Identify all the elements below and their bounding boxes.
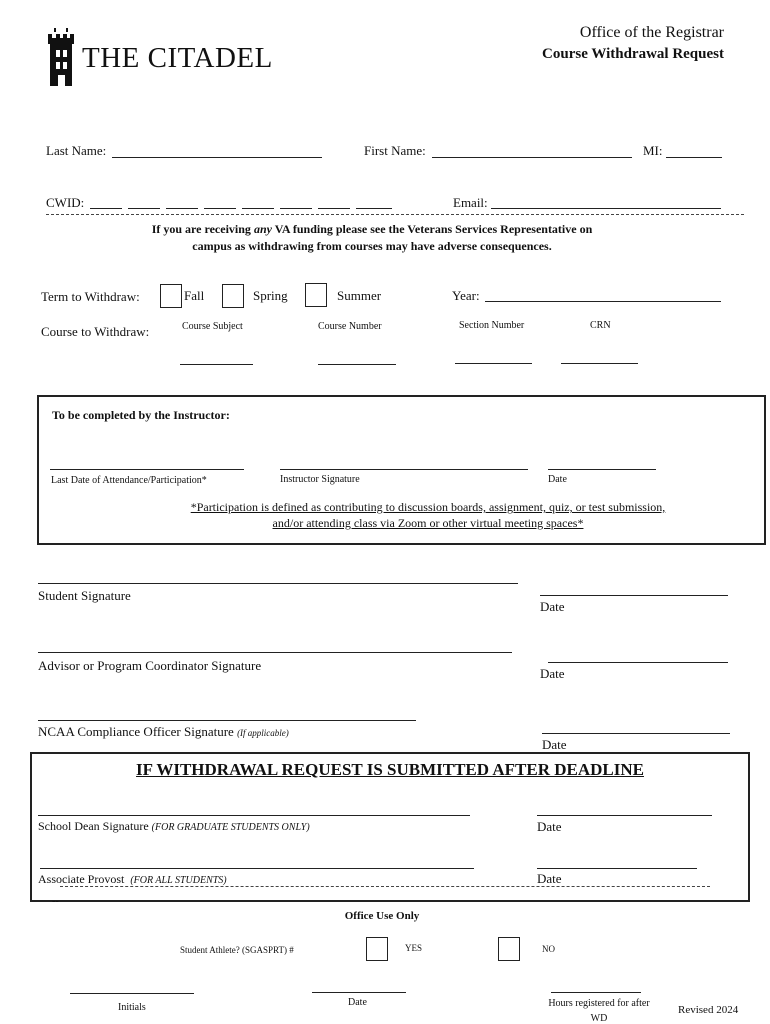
hours-registered-label-line2: WD [590,1013,608,1024]
office-name: Office of the Registrar [579,24,724,41]
va-notice-emphasis: any [253,222,272,236]
after-deadline-heading: IF WITHDRAWAL REQUEST IS SUBMITTED AFTER DEADLINE [136,760,644,779]
dean-date-label: Date [537,819,562,834]
separator-dashed-bottom [60,886,710,887]
separator-dashed [46,214,744,215]
advisor-signature-field[interactable] [38,652,512,653]
ncaa-date-field[interactable] [542,733,730,734]
instructor-signature-field[interactable] [280,469,528,470]
ncaa-note: (If applicable) [237,728,289,738]
summer-label: Summer [337,288,382,303]
dean-signature-field[interactable] [38,815,470,816]
office-date-label: Date [348,997,367,1008]
crn-header: CRN [590,320,611,331]
initials-field[interactable] [70,993,194,994]
mi-field[interactable] [666,157,722,158]
instructor-heading: To be completed by the Instructor: [52,408,230,422]
ncaa-date-label: Date [542,737,567,752]
student-signature-label: Student Signature [38,588,131,603]
initials-label: Initials [118,1002,146,1013]
provost-signature-field[interactable] [40,868,474,869]
term-label: Term to Withdraw: [41,289,140,304]
year-field[interactable] [485,301,721,302]
course-subject-header: Course Subject [182,321,243,332]
va-notice-line2: campus as withdrawing from courses may have adverse consequences. [192,239,552,253]
first-name-label: First Name: [364,143,426,158]
section-number-field[interactable] [455,363,532,364]
student-date-field[interactable] [540,595,728,596]
email-field[interactable] [491,208,721,209]
ncaa-signature-field[interactable] [38,720,416,721]
office-date-field[interactable] [312,992,406,993]
last-name-field[interactable] [112,157,322,158]
student-signature-field[interactable] [38,583,518,584]
student-athlete-label: Student Athlete? (SGASPRT) # [180,945,294,955]
va-notice-line1: If you are receiving any VA funding please see the Veterans Services Representative on [151,222,593,236]
cwid-label: CWID: [46,195,85,210]
citadel-tower-logo-icon [46,28,76,86]
course-number-header: Course Number [318,321,382,332]
summer-checkbox[interactable] [305,283,327,307]
hours-registered-field[interactable] [551,992,641,993]
hours-registered-label-line1: Hours registered for after [548,998,650,1009]
last-attendance-label: Last Date of Attendance/Participation* [51,475,207,486]
athlete-yes-label: YES [405,943,423,953]
cwid-field[interactable] [90,196,395,210]
revision-label: Revised 2024 [678,1004,739,1016]
course-subject-field[interactable] [180,364,253,365]
advisor-date-label: Date [540,666,565,681]
provost-date-field[interactable] [537,868,697,869]
course-label: Course to Withdraw: [41,324,150,339]
crn-field[interactable] [561,363,638,364]
dean-date-field[interactable] [537,815,712,816]
participation-note-line2: and/or attending class via Zoom or other virtual meeting spaces* [272,516,584,530]
provost-note: (FOR ALL STUDENTS) [130,875,227,886]
instructor-signature-label: Instructor Signature [280,474,360,485]
year-label: Year: [452,288,480,303]
course-number-field[interactable] [318,364,396,365]
fall-label: Fall [184,288,205,303]
instructor-date-label: Date [548,474,567,485]
provost-date-label: Date [537,871,562,886]
office-use-heading: Office Use Only [344,910,420,922]
form-title: Course Withdrawal Request [542,46,724,62]
advisor-signature-label: Advisor or Program Coordinator Signature [38,658,262,673]
dean-note: (FOR GRADUATE STUDENTS ONLY) [151,822,310,833]
instructor-date-field[interactable] [548,469,656,470]
section-number-header: Section Number [459,320,525,331]
last-name-label: Last Name: [46,143,107,158]
logo-wordmark: THE CITADEL [82,42,273,74]
email-label: Email: [453,195,488,210]
last-attendance-date-field[interactable] [50,469,244,470]
ncaa-signature-label: NCAA Compliance Officer Signature (If applicable) [38,724,289,739]
athlete-no-label: NO [542,944,555,954]
athlete-yes-checkbox[interactable] [366,937,388,961]
spring-checkbox[interactable] [222,284,244,308]
student-date-label: Date [540,599,565,614]
advisor-date-field[interactable] [548,662,728,663]
separator-fragment: -- [52,896,59,907]
first-name-field[interactable] [432,157,632,158]
dean-signature-label: School Dean Signature (FOR GRADUATE STUDENTS ONLY) [38,819,310,833]
fall-checkbox[interactable] [160,284,182,308]
mi-label: MI: [643,143,663,158]
athlete-no-checkbox[interactable] [498,937,520,961]
spring-label: Spring [253,288,288,303]
participation-note-line1: *Participation is defined as contributing to discussion boards, assignment, quiz, or test submission, [190,500,666,514]
provost-signature-label: Associate Provost (FOR ALL STUDENTS) [38,872,227,886]
